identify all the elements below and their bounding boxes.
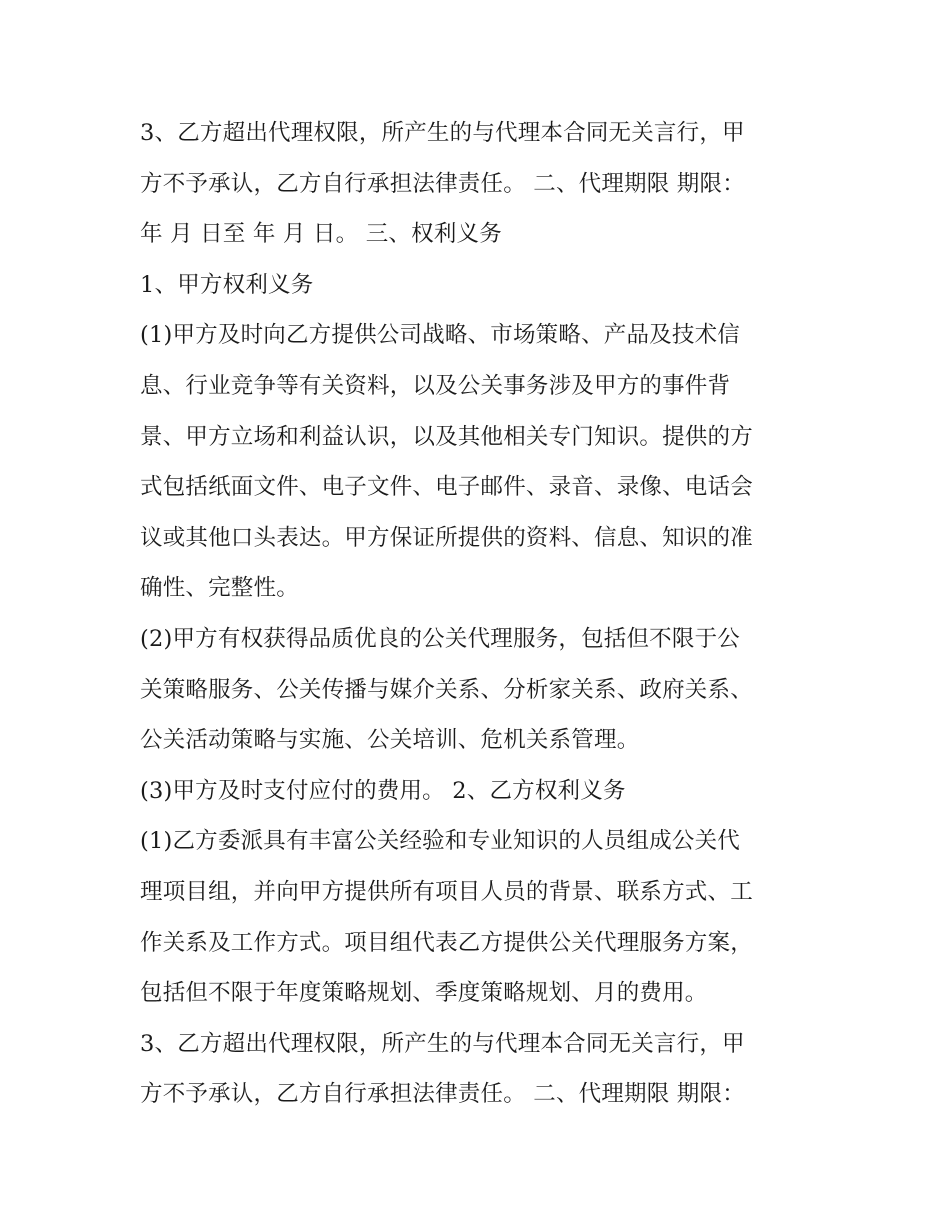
- text-line: 包括但不限于年度策略规划、季度策略规划、月的费用。: [140, 980, 708, 1007]
- text-line: (3)甲方及时支付应付的费用。 2、乙方权利义务: [140, 777, 626, 804]
- document-body: [140, 108, 820, 1120]
- text-line: 式包括纸面文件、电子文件、电子邮件、录音、录像、电话会: [140, 474, 753, 501]
- text-line: 方不予承认，乙方自行承担法律责任。 二、代理期限 期限：: [140, 170, 745, 197]
- text-line: 议或其他口头表达。甲方保证所提供的资料、信息、知识的准: [140, 524, 753, 551]
- text-line: 理项目组，并向甲方提供所有项目人员的背景、联系方式、工: [140, 878, 753, 905]
- text-line: 公关活动策略与实施、公关培训、危机关系管理。: [140, 727, 640, 754]
- text-line: (1)乙方委派具有丰富公关经验和专业知识的人员组成公关代: [140, 828, 740, 855]
- text-line: (2)甲方有权获得品质优良的公关代理服务，包括但不限于公: [140, 625, 740, 652]
- text-line: 确性、完整性。: [140, 575, 299, 602]
- text-line: 3、乙方超出代理权限，所产生的与代理本合同无关言行，甲: [140, 1030, 745, 1057]
- text-line: 方不予承认，乙方自行承担法律责任。 二、代理期限 期限：: [140, 1081, 745, 1108]
- text-line: 1、甲方权利义务: [140, 271, 314, 298]
- text-line: 关策略服务、公关传播与媒介关系、分析家关系、政府关系、: [140, 676, 753, 703]
- text-line: (1)甲方及时向乙方提供公司战略、市场策略、产品及技术信: [140, 322, 740, 349]
- text-line: 息、行业竞争等有关资料，以及公关事务涉及甲方的事件背: [140, 372, 731, 399]
- text-line: 作关系及工作方式。项目组代表乙方提供公关代理服务方案，: [140, 929, 753, 956]
- text-line: 3、乙方超出代理权限，所产生的与代理本合同无关言行，甲: [140, 120, 745, 146]
- text-line: 年 月 日至 年 月 日。 三、权利义务: [140, 221, 502, 248]
- text-line: 景、甲方立场和利益认识，以及其他相关专门知识。提供的方: [140, 423, 753, 450]
